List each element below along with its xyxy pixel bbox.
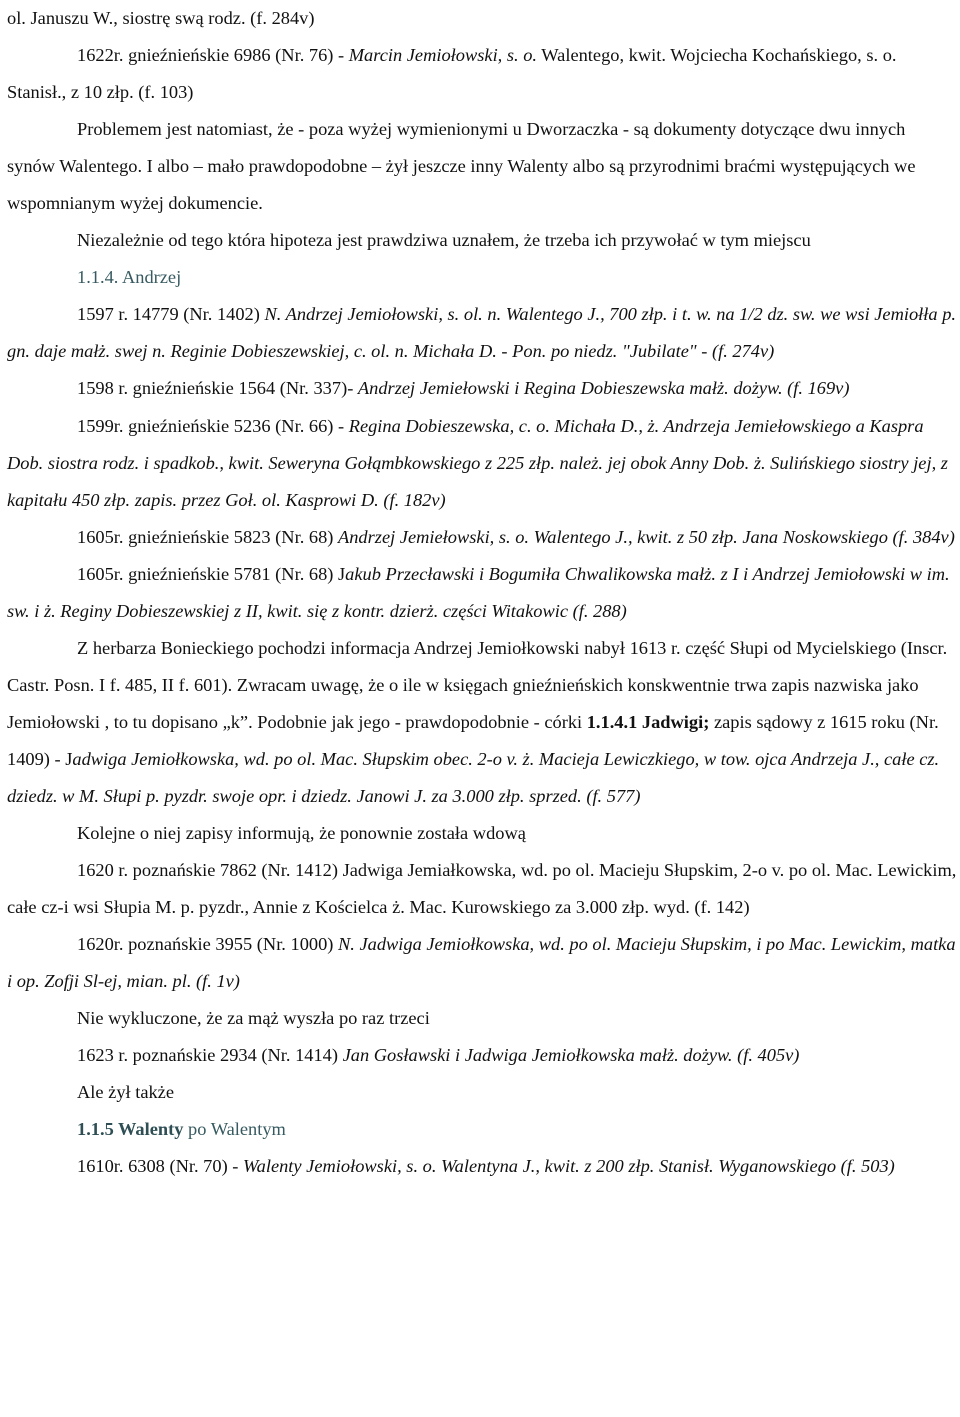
text-run: zapis sądowy z 1615 roku (Nr. 1409) - J <box>7 711 939 769</box>
italic-run: Andrzej Jemiełowski i Regina Dobieszewska małż. dożyw. (f. 169v) <box>357 378 850 399</box>
text-run: 1622r. gnieźnieńskie 6986 (Nr. 76) - <box>77 45 349 66</box>
paragraph-5 <box>7 296 957 370</box>
text-run: 1605r. gnieźnieńskie 5823 (Nr. 68) <box>77 526 338 547</box>
text-run: 1598 r. gnieźnieńskie 1564 (Nr. 337)- <box>77 378 358 399</box>
heading-text: 1.1.5 Walenty <box>77 1119 184 1140</box>
paragraph-8 <box>7 519 957 556</box>
bold-run: 1.1.4.1 Jadwigi; <box>586 711 710 732</box>
italic-run: Regina Dobieszewska, c. o. Michała D., ż. Andrzeja Jemiełowskiego a Kaspra Dob. siostra rodz. i spadkob., kwit. Seweryna Gołąmbkowskiego z 225 złp. należ. jej obok Anny Dob. ż. Sulińskiego siostry jej, z kapitału 450 złp. zapis. przez Goł. ol. Kasprowi D. (f. 182v) <box>7 415 948 510</box>
paragraph-17 <box>7 1148 957 1185</box>
paragraph-14 <box>7 1000 957 1037</box>
text-run: Z herbarza Bonieckiego pochodzi informacja Andrzej Jemiołkowski nabył 1613 r. część Słupi od Mycielskiego (Inscr. Castr. Posn. I f. 485, II f. 601). Zwracam uwagę, że o ile w księgach gnieźnieńskich konskwentnie trwa zapis nazwiska jako Jemiołowski , to tu dopisano „k”. Podobnie jak jego - prawdopodobnie - córki <box>7 637 948 732</box>
paragraph-7 <box>7 408 957 519</box>
heading-text: 1.1.4. Andrzej <box>77 267 182 288</box>
paragraph-2 <box>7 37 957 111</box>
text-run: Nie wykluczone, że za mąż wyszła po raz trzeci <box>77 1008 430 1029</box>
paragraph-10 <box>7 630 957 815</box>
text-run: ol. Januszu W., siostrę swą rodz. (f. 284v) <box>7 8 315 28</box>
paragraph-6 <box>7 370 957 407</box>
italic-run: N. Jadwiga Jemiołkowska, wd. po ol. Macieju Słupskim, i po Mac. Lewickim, matka i op. Zofji Sl-ej, mian. pl. (f. 1v) <box>7 934 956 992</box>
paragraph-3 <box>7 111 957 222</box>
text-run: 1620r. poznańskie 3955 (Nr. 1000) <box>77 934 339 955</box>
section-heading-walenty <box>7 1111 957 1148</box>
text-run: Problemem jest natomiast, że - poza wyżej wymienionymi u Dworzaczka - są dokumenty dotyczące dwu innych synów Walentego. I albo – mało prawdopodobne – żył jeszcze inny Walenty albo są przyrodnimi braćmi występujących we wspomnianym wyżej dokumencie. <box>7 119 916 214</box>
text-run: 1620 r. poznańskie 7862 (Nr. 1412) Jadwiga Jemiałkowska, wd. po ol. Macieju Słupskim, 2-o v. po ol. Mac. Lewickim, całe cz-i wsi Słupia M. p. pyzdr., Annie z Kościelca ż. Mac. Kurowskiego za 3.000 złp. wyd. (f. 142) <box>7 860 957 918</box>
text-run: Niezależnie od tego która hipoteza jest prawdziwa uznałem, że trzeba ich przywołać w tym miejscu <box>77 230 811 251</box>
paragraph-13 <box>7 926 957 1000</box>
text-run: 1623 r. poznańskie 2934 (Nr. 1414) <box>77 1045 343 1066</box>
text-run: 1597 r. 14779 (Nr. 1402) <box>77 304 265 325</box>
text-run: Ale żył także <box>77 1082 175 1103</box>
text-run: Walentego, kwit. Wojciecha Kochańskiego, s. o. Stanisł., z 10 złp. (f. 103) <box>7 45 897 103</box>
italic-run: Andrzej Jemiełowski, s. o. Walentego J., kwit. z 50 złp. Jana Noskowskiego (f. 384v) <box>338 526 955 547</box>
italic-run: adwiga Jemiołkowska, wd. po ol. Mac. Słupskim obec. 2-o v. ż. Macieja Lewiczkiego, w tow. ojca Andrzeja J., całe cz. dziedz. w M. Słupi p. pyzdr. swoje opr. i dziedz. Janowi J. za 3.000 złp. sprzed. (f. 577) <box>7 748 940 806</box>
italic-run: Jan Gosławski i Jadwiga Jemiołkowska małż. dożyw. (f. 405v) <box>342 1045 800 1066</box>
text-run: 1605r. gnieźnieńskie 5781 (Nr. 68) J <box>77 563 346 584</box>
text-run: Kolejne o niej zapisy informują, że ponownie została wdową <box>77 823 526 844</box>
paragraph-9 <box>7 556 957 630</box>
italic-run: akub Przecławski i Bogumiła Chwalikowska małż. z I i Andrzej Jemiołowski w im. sw. i ż. Reginy Dobieszewskiej z II, kwit. się z kontr. dzierż. części Witakowic (f. 288) <box>7 563 950 621</box>
italic-run: Marcin Jemiołowski, s. o. <box>348 45 538 66</box>
paragraph-11 <box>7 815 957 852</box>
heading-subtext: po Walentym <box>183 1119 286 1140</box>
paragraph-12 <box>7 852 957 926</box>
paragraph-15 <box>7 1037 957 1074</box>
paragraph-1 <box>7 0 957 37</box>
document-page <box>7 0 957 1186</box>
paragraph-16 <box>7 1074 957 1111</box>
italic-run: Walenty Jemiołowski, s. o. Walentyna J., kwit. z 200 złp. Stanisł. Wyganowskiego (f. 503) <box>243 1156 895 1177</box>
italic-run: N. Andrzej Jemiołowski, s. ol. n. Walentego J., 700 złp. i t. w. na 1/2 dz. sw. we wsi Jemiołła p. gn. daje małż. swej n. Reginie Dobieszewskiej, c. ol. n. Michała D. - Pon. po niedz. "Jubilate" - (f. 274v) <box>7 304 956 362</box>
text-run: 1610r. 6308 (Nr. 70) - <box>77 1156 244 1177</box>
paragraph-4 <box>7 222 957 259</box>
text-run: 1599r. gnieźnieńskie 5236 (Nr. 66) - <box>77 415 349 436</box>
section-heading-andrzej <box>7 259 957 296</box>
